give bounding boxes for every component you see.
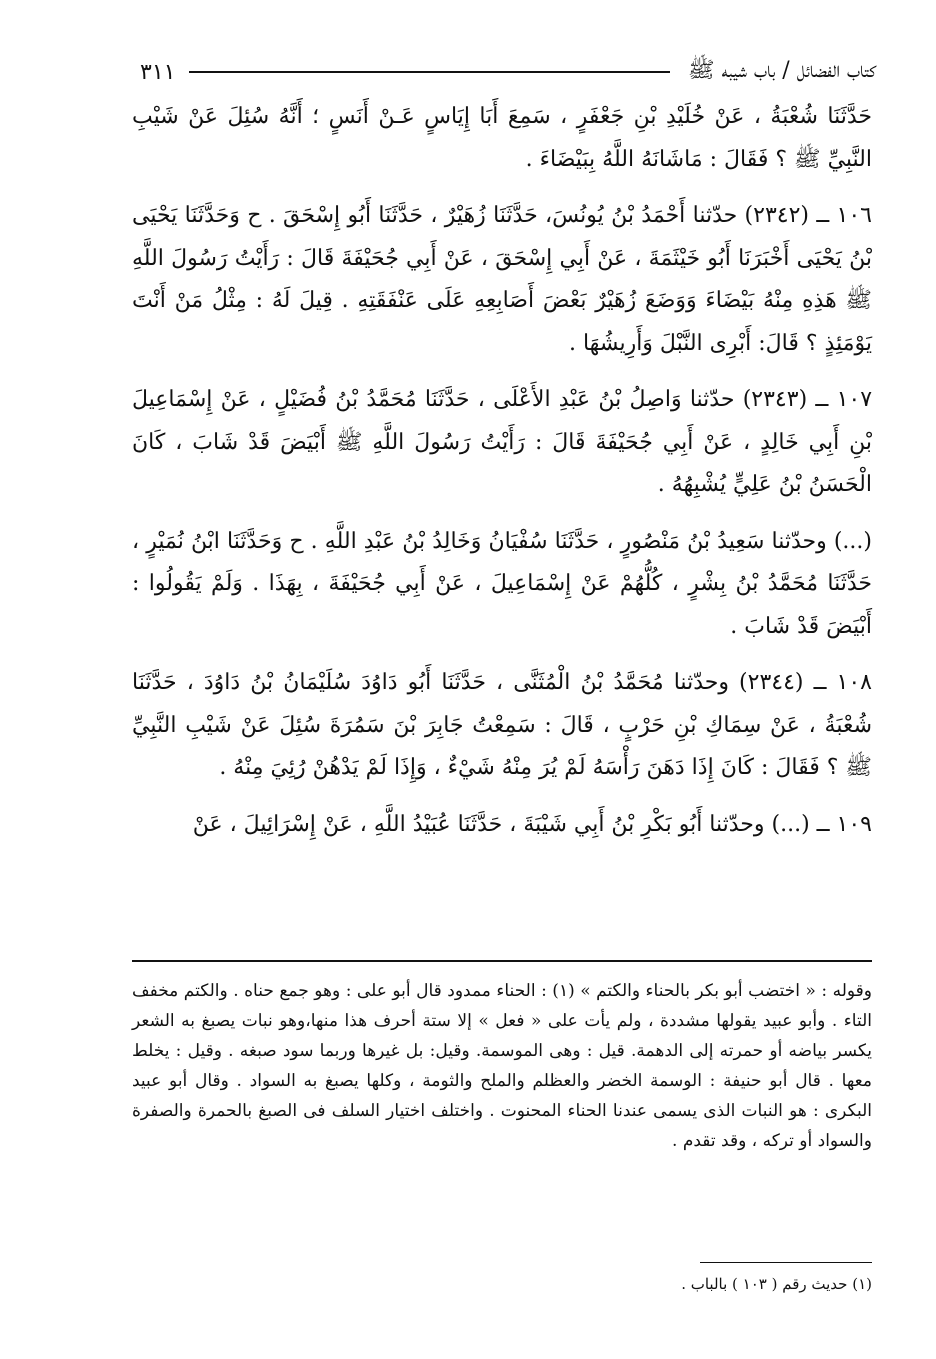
main-text	[132, 96, 872, 846]
hadith-paragraph: حَدَّثَنَا شُعْبَةُ ، عَنْ خُلَيْدِ بْنِ جَعْفَرٍ ، سَمِعَ أَبَا إِيَاسٍ عَـنْ أَنَسٍ ؛ أَنَّهُ سُئِلَ عَنْ شَيْبِ النَّبِيِّ ﷺ ؟ فَقَالَ : مَاشَانَهُ اللَّهُ بِبَيْضَاءَ .	[132, 104, 872, 172]
commentary-divider	[132, 960, 872, 962]
commentary	[132, 976, 872, 1156]
commentary-text: وقوله : « اختضب أبو بكر بالحناء والكتم » (١) : الحناء ممدود قال أبو على : وهو جمع حناه . والكتم مخفف التاء . وأبو عبيد يقولها مشددة ، ولم يأت على « فعل » إلا ستة أحرف هذا منها،وهو نبات يصبغ به الشعر يكسر بياضه أو حمرته إلى الدهمة. قيل : وهى الموسمة. وقيل: بل غيرها وربما سود صبغه . وقيل : يخلط معها . قال أبو حنيفة : الوسمة الخضر والعظلم والملح والثومة ، وكلها يصبغ به السواد . وقال أبو عبيد البكرى : هو النبات الذى يسمى عندنا الحناء المحنوت . واختلف اختيار السلف فى الصبغ بالحمرة والصفرة والسواد أو تركه ، وقد تقدم .	[132, 981, 872, 1151]
footnote-text: (١) حديث رقم ( ١٠٣ ) بالباب .	[681, 1275, 872, 1293]
hadith-paragraph: ١٠٧ ــ (٢٣٤٣) حدّثنا وَاصِلُ بْنُ عَبْدِ الأَعْلَى ، حَدَّثَنَا مُحَمَّدُ بْنُ فُضَيْلٍ ، عَنْ إِسْمَاعِيلَ بْنِ أَبِي خَالِدٍ ، عَنْ أَبِي جُحَيْفَةَ قَالَ : رَأَيْتُ رَسُولَ اللَّهِ ﷺ أَبْيَضَ قَدْ شَابَ ، كَانَ الْحَسَنُ بْنُ عَلِيٍّ يُشْبِهُهُ .	[132, 387, 873, 497]
header-title: كتاب الفضائل / باب شيبه ﷺ	[688, 58, 876, 83]
footnote-divider	[700, 1262, 872, 1263]
hadith-paragraph: ١٠٦ ــ (٢٣٤٢) حدّثنا أَحْمَدُ بْنُ يُونُسَ، حَدَّثَنَا زُهَيْرٌ ، حَدَّثَنَا أَبُو إِسْحَقَ . ح وَحَدَّثَنَا يَحْيَى بْنُ يَحْيَى أَخْبَرَنَا أَبُو خَيْثَمَةَ ، عَنْ أَبِي إِسْحَقَ ، عَنْ أَبِي جُحَيْفَةَ قَالَ : رَأَيْتُ رَسُولَ اللَّهِ ﷺ هَذِهِ مِنْهُ بَيْضَاءَ وَوَضَعَ زُهَيْرٌ بَعْضَ أَصَابِعِهِ عَلَى عَنْفَقَتِهِ . قِيلَ لَهُ : مِثْلُ مَنْ أَنْتَ يَوْمَئِذٍ ؟ قَالَ: أَبْرِى النَّبْلَ وَأَرِيشُهَا .	[132, 203, 872, 356]
hadith-paragraph: ١٠٩ ــ (...) وحدّثنا أَبُو بَكْرِ بْنُ أَبِي شَيْبَةَ ، حَدَّثَنَا عُبَيْدُ اللَّهِ ، عَنْ إِسْرَائِيلَ ، عَنْ	[192, 811, 872, 837]
footnote	[500, 1272, 872, 1296]
page-number: ٣١١	[140, 59, 176, 85]
hadith-paragraph: (...) وحدّثنا سَعِيدُ بْنُ مَنْصُورٍ ، حَدَّثَنَا سُفْيَانُ وَخَالِدُ بْنُ عَبْدِ اللَّهِ . ح وَحَدَّثَنَا ابْنُ نُمَيْرٍ ، حَدَّثَنَا مُحَمَّدُ بْنُ بِشْرٍ ، كُلُّهُمْ عَنْ إِسْمَاعِيلَ ، عَنْ أَبِي جُحَيْفَةَ ، بِهَذَا . وَلَمْ يَقُولُوا : أَبْيَضَ قَدْ شَابَ .	[132, 528, 872, 639]
hadith-paragraph: ١٠٨ ــ (٢٣٤٤) وحدّثنا مُحَمَّدُ بْنُ الْمُثَنَّى ، حَدَّثَنَا أَبُو دَاوُدَ سُلَيْمَانُ بْنُ دَاوُدَ ، حَدَّثَنَا شُعْبَةُ ، عَنْ سِمَاكِ بْنِ حَرْبٍ ، قَالَ : سَمِعْتُ جَابِرَ بْنَ سَمُرَةَ سُئِلَ عَنْ شَيْبِ النَّبِيِّ ﷺ ؟ فَقَالَ : كَانَ إِذَا دَهَنَ رَأْسَهُ لَمْ يُرَ مِنْهُ شَيْءٌ ، وَإِذَا لَمْ يَدْهُنْ رُئِيَ مِنْهُ .	[132, 670, 872, 780]
header-rule	[189, 71, 670, 73]
running-header	[140, 54, 876, 90]
